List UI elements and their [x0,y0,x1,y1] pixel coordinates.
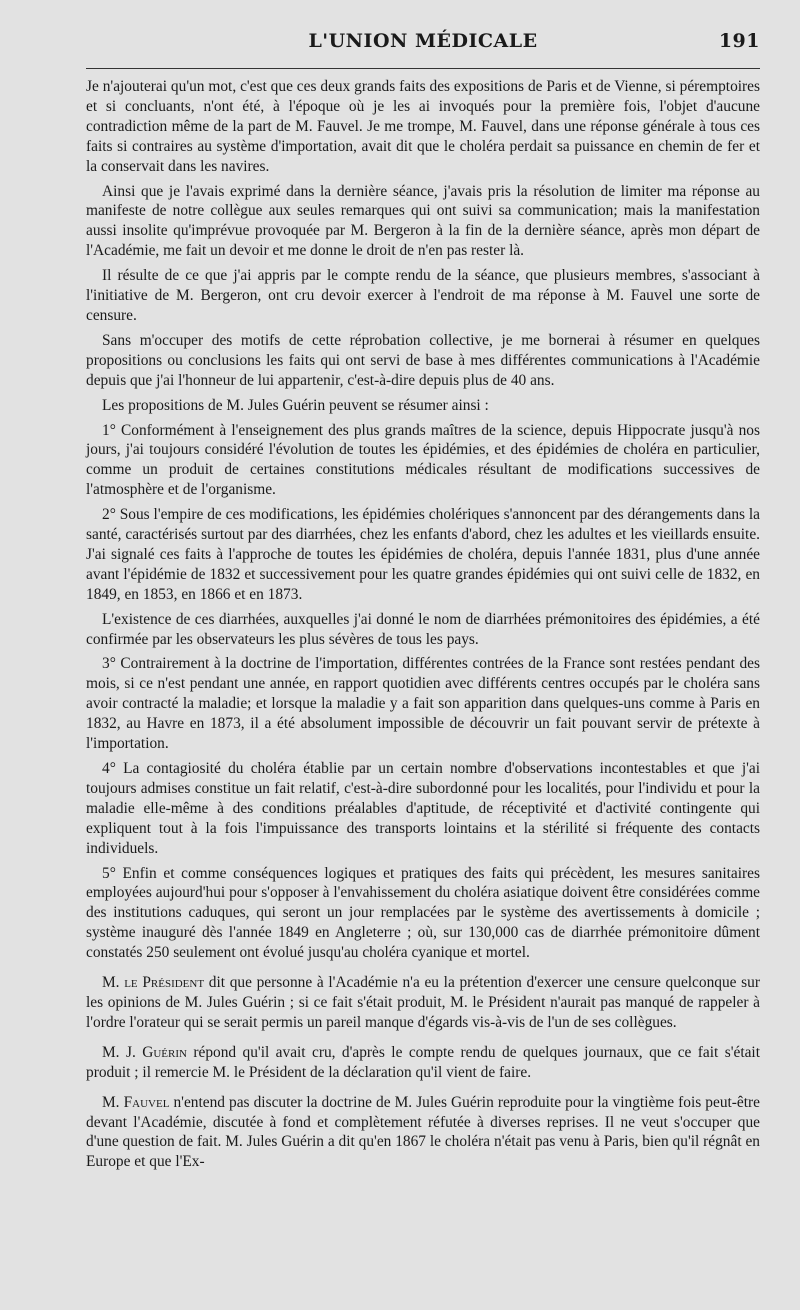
speech-text: dit que personne à l'Académie n'a eu la prétention d'exercer une censure quelconque sur les opinions de M. Jules Guérin ; si ce fait s'était produit, M. le Président n'aurait pas manqué de rappeler à l'ordre l'orateur qui se serait permis un pareil manque d'égards vis-à-vis de l'un de ses collègues. [86,974,760,1031]
paragraph: Ainsi que je l'avais exprimé dans la dernière séance, j'avais pris la résolution de limiter ma réponse au manifeste de notre collègue aux seules remarques qui ont suivi sa communication; mais la manifestation aussi insolite qu'imprévue provoquée par M. Bergeron à la fin de la dernière séance, après mon départ de l'Académie, me fait un devoir et me donne le droit de n'en pas rester là. [86,182,760,260]
speech-text: répond qu'il avait cru, d'après le compte rendu de quelques journaux, que ce fait s'était produit ; il remercie M. le Président de la déclaration qu'il vient de faire. [86,1043,760,1081]
paragraph: L'existence de ces diarrhées, auxquelles j'ai donné le nom de diarrhées prémonitoires des épidémies, a été confirmée par les observateurs les plus sévères de tous les pays. [86,610,760,648]
speech-text: n'entend pas discuter la doctrine de M. Jules Guérin reproduite pour la vingtième fois peut-être devant l'Académie, discutée à fond et complètement réfutée à diverses reprises. Il ne veut s'occuper que d'une question de fait. M. Jules Guérin a dit qu'en 1867 le choléra n'était pas venu à Paris, bien qu'il régnât en Europe et que l'Ex- [86,1093,760,1171]
page-number: 191 [718,30,760,52]
speech-president [86,973,760,1033]
speech-guerin [86,1043,760,1083]
running-header [86,30,760,58]
speaker-name: M. Fauvel [102,1093,170,1111]
proposition-5: 5° Enfin et comme conséquences logiques et pratiques des faits qui précèdent, les mesures sanitaires employées aujourd'hui pour s'opposer à l'envahissement du choléra asiatique doivent être considérées comme des institutions caduques, qui seront un jour remplacées par le système des avertissements à domicile ; système inauguré dès l'année 1849 en Angleterre ; où, sur 130,000 cas de diarrhée prémonitoire dûment constatés 250 seulement ont évolué jusqu'au choléra cyanique et mortel. [86,864,760,962]
paragraph: Je n'ajouterai qu'un mot, c'est que ces deux grands faits des expositions de Paris et de Vienne, si péremptoires et si concluants, n'ont été, à l'époque où je les ai invoqués pour la première fois, l'objet d'aucune contradiction même de la part de M. Fauvel. Je me trompe, M. Fauvel, dans une réponse générale à tous ces faits si contraires au système d'importation, avait dit que le choléra perdait sa puissance en chemin de fer et la conservait dans les navires. [86,78,760,175]
paragraph: Sans m'occuper des motifs de cette réprobation collective, je me bornerai à résumer en quelques propositions ou conclusions les faits qui ont servi de base à mes différentes communications à l'Académie depuis que j'ai l'honneur de lui appartenir, c'est-à-dire depuis plus de 40 ans. [86,331,760,389]
proposition-3: 3° Contrairement à la doctrine de l'importation, différentes contrées de la France sont restées pendant des mois, si ce n'est pendant une année, en rapport quotidien avec différents centres occupés par le choléra sans avoir contracté la maladie; et lorsque la maladie y a fait son apparition dans quelques-uns comme à Paris en 1832, au Havre en 1873, il a été absolument impossible de découvrir un fait pouvant servir de prétexte à l'importation. [86,655,760,753]
proposition-4: 4° La contagiosité du choléra établie par un certain nombre d'observations incontestables et que j'ai toujours admises constitue un fait relatif, c'est-à-dire subordonné pour les localités, pour l'individu et pour la maladie elle-même à des conditions préalables d'aptitude, de réceptivité et d'activité contingente qui expliquent tout à la fois l'impuissance des transports lointains et la stérilité si fréquente des contacts individuels. [86,760,760,857]
proposition-1: 1° Conformément à l'enseignement des plus grands maîtres de la science, depuis Hippocrate jusqu'à nos jours, j'ai toujours considéré l'évolution de toutes les épidémies, et des épidémies de choléra en particulier, comme un produit de certaines constitutions médicales résultant de modifications successives de l'atmosphère et de l'organisme. [86,421,760,499]
paragraph: Il résulte de ce que j'ai appris par le compte rendu de la séance, que plusieurs membres, s'associant à l'initiative de M. Bergeron, ont cru devoir exercer à l'endroit de ma réponse à M. Fauvel une sorte de censure. [86,267,760,324]
speech-fauvel [86,1093,760,1173]
header-rule [86,68,760,69]
speaker-name: M. le Président [102,974,205,992]
speaker-name: M. J. Guérin [102,1043,187,1061]
proposition-2: 2° Sous l'empire de ces modifications, les épidémies cholériques s'annoncent par des dérangements dans la santé, caractérisés surtout par des diarrhées, chez les enfants d'abord, chez les adultes et les vieillards ensuite. J'ai signalé ces faits à l'approche de toutes les épidémies de choléra, depuis l'année 1831, plus d'une année avant l'épidémie de 1832 et successivement pour les quatre grandes épidémies qui ont suivi celle de 1832, en 1849, en 1853, en 1866 et en 1873. [86,506,760,603]
paragraph: Les propositions de M. Jules Guérin peuvent se résumer ainsi : [102,396,489,414]
article-body [86,77,760,1172]
journal-title: L'UNION MÉDICALE [308,30,538,52]
